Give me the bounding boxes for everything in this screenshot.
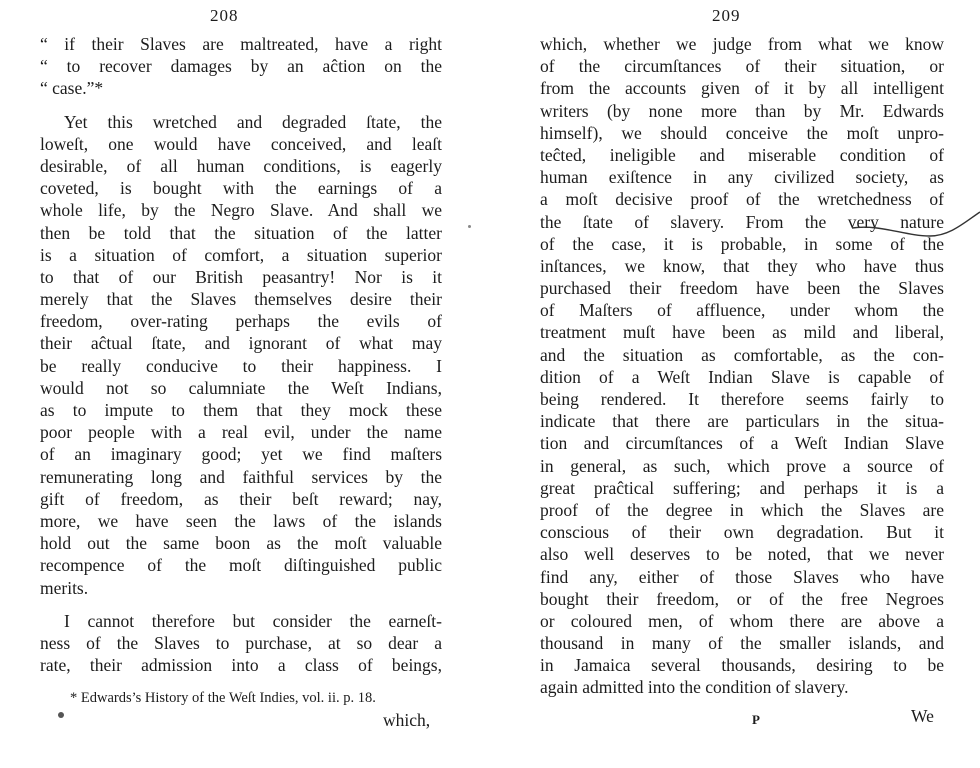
text-line: more, we have seen the laws of the islands — [40, 510, 442, 531]
page-number-right: 209 — [712, 6, 741, 25]
text-line: coveted, is bought with the earnings of a — [40, 178, 442, 199]
text-line: I cannot therefore but consider the earneſt- — [64, 610, 442, 631]
left-page-text — [40, 33, 442, 676]
text-line: find any, either of those Slaves who have — [540, 566, 944, 587]
text-line: or coloured men, of whom there are above a — [540, 610, 944, 631]
text-line: treatment muſt have been as mild and liberal, — [540, 322, 944, 343]
text-line: be really conducive to their happiness. I — [40, 355, 442, 376]
text-line: in Jamaica several thousands, desiring to be — [540, 655, 944, 676]
text-line: is a situation of comfort, a situation superior — [40, 244, 442, 265]
text-line: again admitted into the condition of slavery. — [540, 677, 849, 698]
text-line: to that of our British peasantry! Nor is it — [40, 266, 442, 287]
text-line: poor people with a real evil, under the name — [40, 422, 442, 443]
text-line: of an imaginary good; yet we find maſters — [40, 444, 442, 465]
text-line: teĉted, ineligible and miserable condition of — [540, 144, 944, 165]
text-line: himself), we should conceive the moſt unpro- — [540, 122, 944, 143]
text-line: also well deserves to be noted, that we never — [540, 544, 944, 565]
text-line: which, whether we judge from what we know — [540, 34, 944, 54]
text-line: of the circumſtances of their situation, or — [540, 56, 944, 77]
signature-mark: P — [752, 712, 760, 727]
text-line: freedom, over-rating perhaps the evils of — [40, 311, 442, 332]
text-line: whole life, by the Negro Slave. And shall we — [40, 200, 442, 221]
text-line: as to impute to them that they mock these — [40, 400, 442, 420]
text-line: tion and circumſtances of a Weſt Indian Slave — [540, 433, 944, 454]
text-line: would not so calumniate the Weſt Indians, — [40, 377, 442, 398]
text-line: hold out the same boon as the moſt valuable — [40, 533, 442, 554]
text-line: inſtances, we know, that they who have thus — [540, 255, 944, 276]
text-line: remunerating long and faithful services by the — [40, 466, 442, 487]
page-number-left: 208 — [210, 6, 239, 25]
catchword-right: We — [911, 706, 934, 726]
ink-blot — [58, 712, 64, 718]
paragraph-gap — [40, 100, 442, 111]
text-line: of Maſters of affluence, under whom the — [540, 300, 944, 321]
text-line: conscious of their own degradation. But it — [540, 522, 944, 543]
paragraph-gap — [40, 599, 442, 610]
catchword-left: which, — [383, 710, 431, 730]
left-page — [0, 0, 470, 768]
text-line: proof of the degree in which the Slaves are — [540, 499, 944, 520]
text-line: of the case, it is probable, in some of the — [540, 233, 944, 254]
text-line: in general, as such, which prove a source of — [540, 455, 944, 476]
text-line: “ case.”* — [40, 78, 104, 99]
text-line: “ if their Slaves are maltreated, have a right — [40, 34, 442, 54]
text-line: a moſt decisive proof of the wretchedness of — [540, 189, 944, 210]
text-line: rate, their admission into a class of beings, — [40, 655, 442, 676]
text-line: being rendered. It therefore seems fairly to — [540, 389, 944, 409]
text-line: thousand in many of the smaller islands, and — [540, 633, 944, 654]
text-line: from the accounts given of it by all intelligent — [540, 78, 944, 99]
text-line: bought their freedom, or of the free Negroes — [540, 588, 944, 609]
text-line: and the situation as comfortable, as the con- — [540, 344, 944, 365]
text-line: merits. — [40, 577, 89, 598]
text-line: then be told that the situation of the latter — [40, 222, 442, 243]
right-page-text — [540, 33, 944, 699]
text-line: Yet this wretched and degraded ſtate, the — [64, 111, 442, 132]
text-line: loweſt, one would have conceived, and leaſt — [40, 133, 442, 154]
text-line: dition of a Weſt Indian Slave is capable of — [540, 366, 944, 387]
text-line: the ſtate of slavery. From the very nature — [540, 211, 944, 232]
text-line: great praĉtical suffering; and perhaps it is a — [540, 477, 944, 498]
text-line: desirable, of all human conditions, is eagerly — [40, 155, 442, 176]
text-line: indicate that there are particulars in the situa- — [540, 411, 944, 432]
footnote: * Edwards’s History of the Weſt Indies, vol. ii. p. 18. — [70, 690, 376, 706]
text-line: purchased their freedom have been the Slaves — [540, 278, 944, 299]
text-line: recompence of the moſt diſtinguished public — [40, 555, 442, 576]
text-line: merely that the Slaves themselves desire their — [40, 289, 442, 310]
text-line: their aĉtual ſtate, and ignorant of what may — [40, 333, 442, 354]
text-line: gift of freedom, as their beſt reward; nay, — [40, 488, 442, 509]
text-line: human exiſtence in any civilized society, as — [540, 167, 944, 188]
text-line: “ to recover damages by an aĉtion on the — [40, 56, 442, 77]
text-line: writers (by none more than by Mr. Edwards — [540, 100, 944, 121]
right-page — [470, 0, 980, 768]
text-line: ness of the Slaves to purchase, at so dear a — [40, 632, 442, 653]
